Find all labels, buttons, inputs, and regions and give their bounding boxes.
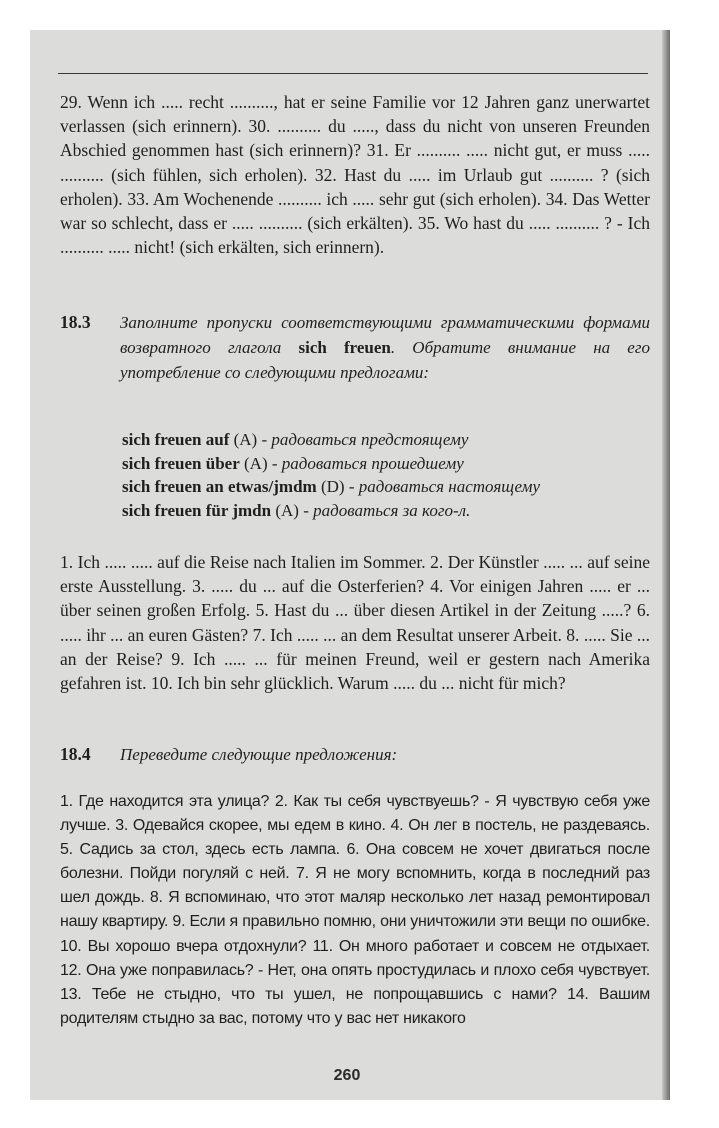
german-phrase: sich freuen an etwas/jmdm	[122, 477, 317, 496]
vocabulary-item	[122, 452, 540, 476]
instruction-text: Заполните пропуски соответствующими грамматическими формами возвратного глагола	[120, 313, 650, 357]
german-phrase: sich freuen auf	[122, 430, 230, 449]
case-marker: (A)	[229, 430, 262, 449]
russian-meaning: - радоваться прошедшему	[271, 453, 464, 473]
instruction-verb: sich freuen	[298, 338, 391, 357]
exercise-instruction	[120, 310, 650, 385]
exercise-number: 18.4	[60, 744, 91, 764]
case-marker: (D)	[316, 477, 349, 496]
russian-meaning: - радоваться предстоящему	[261, 430, 469, 449]
page-edge-shadow	[662, 30, 670, 1100]
exercise-18-3-text: 1. Ich ..... ..... auf die Reise nach Italien im Sommer. 2. Der Künstler ..... ... auf seine erste Ausstellung. 3. ..... du ... auf die Osterferien? 4. Vor einigen Jahren ..... er ... über seinen großen Erfolg. 5. Hast du ... über diesen Artikel in der Zeitung .....? 6. ..... ihr ... an euren Gästen? 7. Ich ..... ... an dem Resultat unserer Arbeit. 8. ..... Sie ... an der Reise? 9. Ich ..... ... für meinen Freund, weil er gestern nach Amerika gefahren ist. 10. Ich bin sehr glücklich. Warum ..... du ... nicht für mich?	[60, 552, 650, 694]
exercise-18-2-continuation: 29. Wenn ich ..... recht .........., hat er seine Familie vor 12 Jahren ganz unerwartet verlassen (sich erinnern). 30. .......... du ....., dass du nicht von unseren Freunden Abschied genommen hast (sich erinnern)? 31. Er .......... ..... nicht gut, er muss ..... .......... (sich fühlen, sich erholen). 32. Hast du ..... im Urlaub gut .......... ? (sich erholen). 33. Am Wochenende .......... ich ..... sehr gut (sich erholen). 34. Das Wetter war so schlecht, dass er ..... .......... (sich erkälten). 35. Wo hast du ..... .......... ? - Ich .......... ..... nicht! (sich erkälten, sich erinnern).	[60, 92, 650, 258]
case-marker: (A)	[239, 453, 272, 473]
german-phrase: sich freuen über	[122, 453, 240, 473]
instruction-text-end: . Обратите внимание на его употребление со следующими предлогами:	[120, 338, 650, 382]
exercise-18-4-header	[60, 742, 650, 767]
vocabulary-list	[122, 428, 540, 522]
german-phrase: sich freuen für jmdn	[122, 500, 272, 520]
vocabulary-item	[122, 475, 540, 499]
header-rule	[58, 73, 648, 74]
book-page	[30, 30, 664, 1100]
case-marker: (A)	[271, 500, 304, 520]
vocabulary-item	[122, 499, 540, 523]
vocabulary-item	[122, 428, 540, 452]
page-number: 260	[333, 1067, 361, 1084]
exercise-18-3-header	[60, 310, 650, 385]
exercise-number: 18.3	[60, 312, 91, 332]
russian-meaning: - радоваться настоящему	[348, 477, 541, 496]
russian-meaning: - радоваться за кого-л.	[303, 500, 471, 520]
exercise-instruction: Переведите следующие предложения:	[120, 745, 398, 764]
exercise-18-4-text: 1. Где находится эта улица? 2. Как ты себя чувствуешь? - Я чувствую себя уже лучше. 3. Одевайся скорее, мы едем в кино. 4. Он лег в постель, не раздеваясь. 5. Садись за стол, здесь есть лампа. 6. Она совсем не хочет двигаться после болезни. Пойди погуляй с ней. 7. Я не могу вспомнить, когда в последний раз шел дождь. 8. Я вспоминаю, что этот маляр несколько лет назад ремонтировал нашу квартиру. 9. Если я правильно помню, они уничтожили эти вещи по ошибке. 10. Вы хорошо вчера отдохнули? 11. Он много работает и совсем не отдыхает. 12. Она уже поправилась? - Нет, она опять простудилась и плохо себя чувствует. 13. Тебе не стыдно, что ты ушел, не попрощавшись с нами? 14. Вашим родителям стыдно за вас, потому что у вас нет никакого	[60, 793, 650, 1027]
